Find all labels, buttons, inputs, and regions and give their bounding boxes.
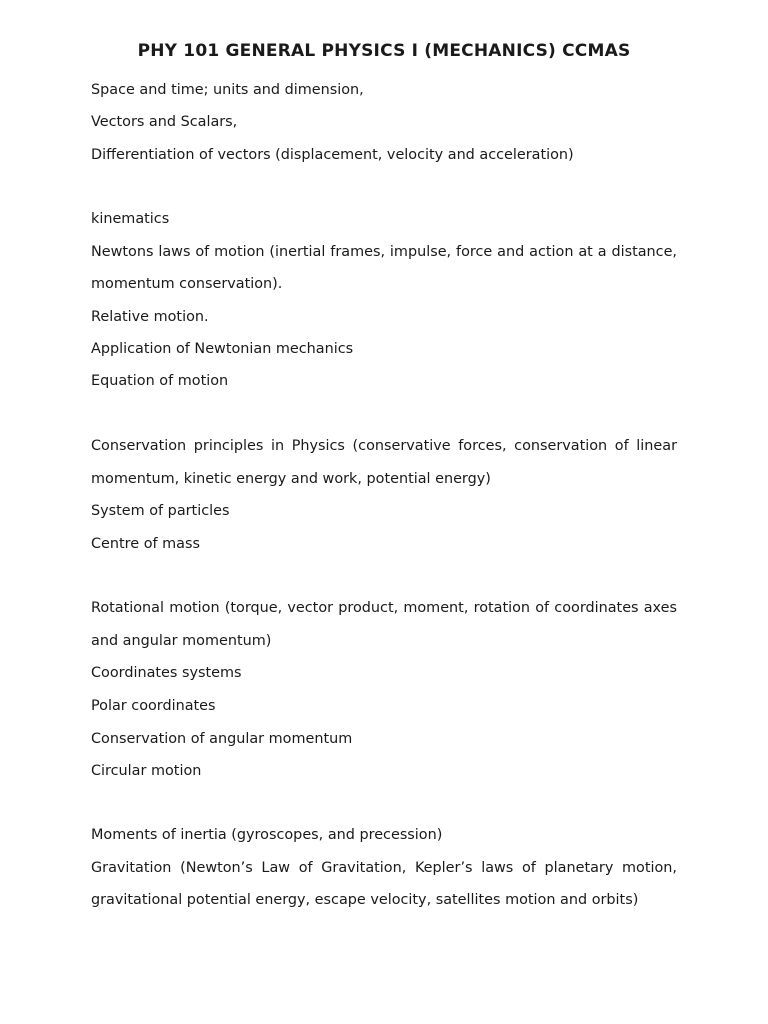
syllabus-line: gravitational potential energy, escape velocity, satellites motion and orbits): [91, 892, 639, 908]
syllabus-line: Polar coordinates: [91, 698, 216, 714]
syllabus-line: momentum, kinetic energy and work, potential energy): [91, 471, 491, 487]
syllabus-line: Circular motion: [91, 763, 202, 779]
syllabus-line: Relative motion.: [91, 309, 209, 325]
document-title: PHY 101 GENERAL PHYSICS I (MECHANICS) CCMAS: [137, 41, 631, 61]
syllabus-line: Conservation of angular momentum: [91, 731, 353, 747]
syllabus-line: Coordinates systems: [91, 665, 242, 681]
syllabus-line: and angular momentum): [91, 633, 272, 649]
syllabus-line: Moments of inertia (gyroscopes, and precession): [91, 827, 443, 843]
syllabus-line: Equation of motion: [91, 373, 229, 389]
syllabus-line: Centre of mass: [91, 536, 200, 552]
syllabus-line: Space and time; units and dimension,: [91, 82, 364, 98]
syllabus-line: Newtons laws of motion (inertial frames, impulse, force and action at a distance,: [91, 244, 677, 260]
syllabus-line: Gravitation (Newton’s Law of Gravitation, Kepler’s laws of planetary motion,: [91, 860, 677, 876]
syllabus-line: Differentiation of vectors (displacement, velocity and acceleration): [91, 147, 574, 163]
syllabus-line: Rotational motion (torque, vector product, moment, rotation of coordinates axes: [91, 600, 677, 616]
syllabus-line: Vectors and Scalars,: [91, 114, 238, 130]
syllabus-line: kinematics: [91, 211, 170, 227]
syllabus-line: Application of Newtonian mechanics: [91, 341, 354, 357]
syllabus-line: Conservation principles in Physics (conservative forces, conservation of linear: [91, 438, 677, 454]
syllabus-line: System of particles: [91, 503, 230, 519]
syllabus-line: momentum conservation).: [91, 276, 283, 292]
